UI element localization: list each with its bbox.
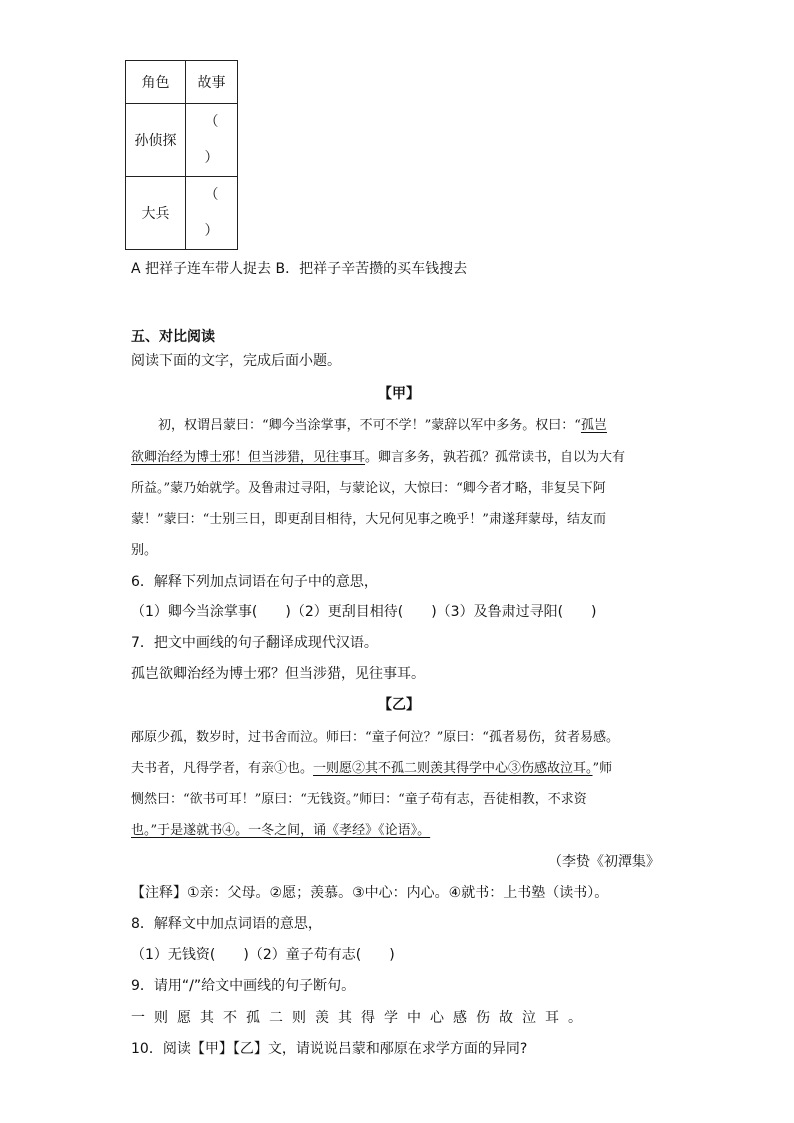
- passage-yi-title: 【乙】: [378, 697, 420, 713]
- paren-open: （: [204, 114, 219, 130]
- paren-close: ）: [204, 150, 219, 166]
- question-8: 8．解释文中加点词语的意思，: [131, 916, 322, 932]
- passage-text: 夫书者，凡得学者，有亲①也。: [131, 761, 314, 776]
- question-9: 9．请用“/”给文中画线的句子断句。: [131, 978, 356, 994]
- options-line: A 把祥子连车带人捉去 B．把祥子辛苦攒的买车钱搜去: [131, 261, 468, 277]
- passage-yi-line: 恻然曰：“欲书可耳！”原曰：“无钱资。”师曰：“童子苟有志，吾徒相教，不求资: [131, 792, 587, 807]
- question-6: 6．解释下列加点词语在句子中的意思，: [131, 574, 378, 590]
- passage-yi-line: 邴原少孤，数岁时，过书舍而泣。师曰：“童子何泣？”原曰：“孤者易伤，贫者易感。: [131, 730, 619, 745]
- passage-text: 。卿言多务，孰若孤？孤常读书，自以为大有: [365, 450, 626, 465]
- passage-yi-line: 也。”于是遂就书④。一冬之间，诵《孝经》《论语》。: [131, 823, 431, 838]
- question-6-items: （1）卿今当涂掌事( )（2）更刮目相待( )（3）及鲁肃过寻阳( ): [131, 604, 597, 620]
- table-cell-answer-blank: [186, 177, 238, 250]
- passage-jia-line: [158, 414, 607, 433]
- table-cell-role: 孙侦探: [126, 104, 186, 177]
- underlined-sentence: 一则愿②其不孤二则羡其得学中心③伤感故泣耳。: [313, 761, 593, 776]
- table-cell-role: 大兵: [126, 177, 186, 250]
- table-header-story: 故事: [186, 61, 238, 104]
- passage-jia-line: 蒙！”蒙曰：“士别三日，即更刮目相待，大兄何见事之晚乎！”肃遂拜蒙母，结友而: [131, 512, 606, 527]
- question-10: 10．阅读【甲】【乙】文，请说说吕蒙和邴原在求学方面的异同?: [131, 1041, 528, 1057]
- annotation-notes: 【注释】①亲：父母。②愿；羡慕。③中心：内心。④就书：上书塾（读书）。: [131, 885, 609, 901]
- question-7: 7．把文中画线的句子翻译成现代汉语。: [131, 635, 378, 651]
- table-row: [126, 177, 238, 250]
- question-9-sentence: 一则愿其不孤二则羡其得学中心感伤故泣耳。: [131, 1010, 591, 1026]
- passage-yi-line: [131, 757, 612, 776]
- underlined-sentence: 孤岂: [580, 418, 607, 433]
- table-row: [126, 104, 238, 177]
- paren-open: （: [204, 187, 219, 203]
- table-header-row: [126, 61, 238, 104]
- passage-jia-line: [131, 446, 625, 465]
- passage-text: 初，权谓吕蒙曰：“卿今当涂掌事，不可不学！”蒙辞以军中多务。权曰：“: [158, 418, 581, 433]
- table-cell-answer-blank: [186, 104, 238, 177]
- passage-jia-title: 【甲】: [378, 386, 420, 402]
- role-story-table: [125, 60, 238, 250]
- passage-jia-line: 别。: [131, 543, 158, 558]
- section-heading: 五、对比阅读: [131, 329, 215, 345]
- underlined-sentence: 欲卿治经为博士邪！但当涉猎，见往事耳: [131, 450, 366, 465]
- paren-close: ）: [204, 223, 219, 239]
- question-7-sentence: 孤岂欲卿治经为博士邪？但当涉猎，见往事耳。: [131, 666, 425, 682]
- passage-source: （李贽《初潭集》: [548, 854, 660, 870]
- passage-jia-line: 所益。”蒙乃始就学。及鲁肃过寻阳，与蒙论议，大惊曰：“卿今者才略，非复吴下阿: [131, 481, 606, 496]
- section-instruction: 阅读下面的文字，完成后面小题。: [131, 353, 341, 369]
- passage-text: ”师: [592, 761, 613, 776]
- table-header-role: 角色: [126, 61, 186, 104]
- question-8-items: （1）无钱资( )（2）童子苟有志( ): [131, 947, 395, 963]
